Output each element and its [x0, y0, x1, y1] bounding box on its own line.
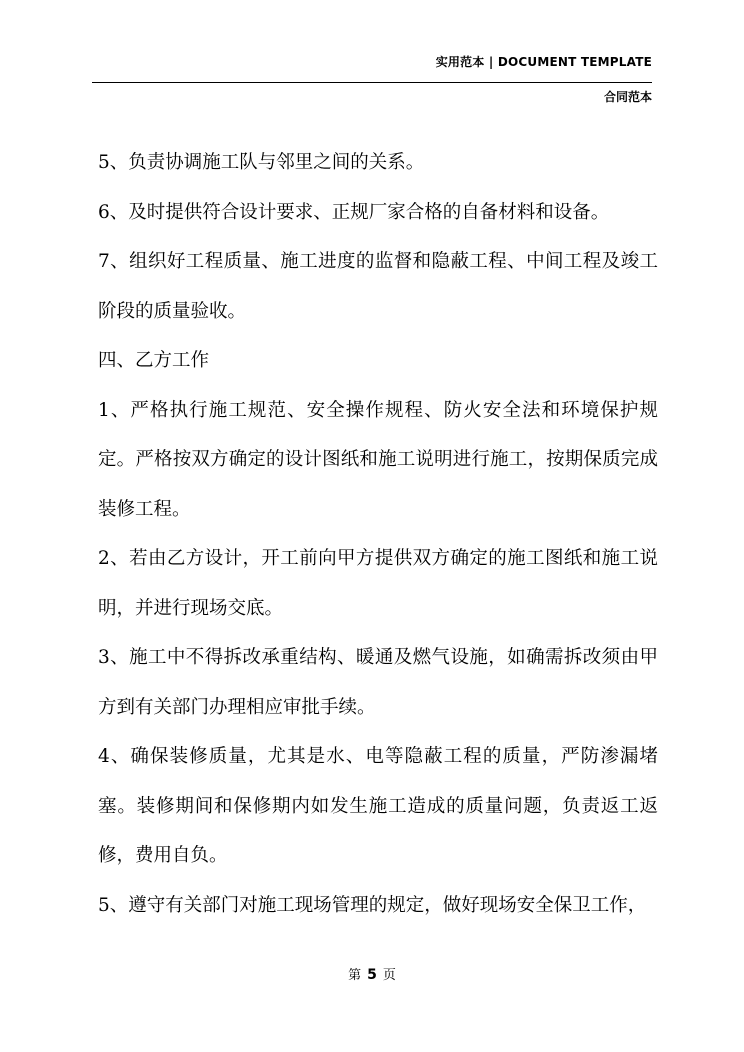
header-subtitle: 合同范本: [603, 90, 652, 104]
paragraph-duty-6: 6、及时提供符合设计要求、正规厂家合格的自备材料和设备。: [98, 201, 610, 223]
header-title: 实用范本 | DOCUMENT TEMPLATE: [435, 55, 652, 69]
paragraph-b-2: 2、若由乙方设计，开工前向甲方提供双方确定的施工图纸和施工说明，并进行现场交底。: [98, 548, 658, 619]
paragraph-b-3: 3、施工中不得拆改承重结构、暖通及燃气设施，如确需拆改须由甲方到有关部门办理相应审批手续。: [98, 647, 658, 718]
paragraph-duty-7: 7、组织好工程质量、施工进度的监督和隐蔽工程、中间工程及竣工阶段的质量验收。: [98, 251, 658, 322]
footer-suffix: 页: [382, 968, 396, 983]
paragraph-b-5: 5、遵守有关部门对施工现场管理的规定，做好现场安全保卫工作，: [98, 894, 647, 916]
page-number: 5: [367, 967, 377, 983]
section-heading-party-b: 四、乙方工作: [98, 350, 210, 371]
paragraph-b-4: 4、确保装修质量，尤其是水、电等隐蔽工程的质量，严防渗漏堵塞。装修期间和保修期内如发生施工造成的质量问题，负责返工返修，费用自负。: [98, 746, 658, 866]
footer-prefix: 第: [348, 968, 362, 983]
header-divider: [92, 82, 652, 83]
paragraph-duty-5: 5、负责协调施工队与邻里之间的关系。: [98, 152, 425, 173]
paragraph-b-1: 1、严格执行施工规范、安全操作规程、防火安全法和环境保护规定。严格按双方确定的设计图纸和施工说明进行施工，按期保质完成装修工程。: [98, 399, 658, 520]
document-body: [98, 138, 658, 930]
page-footer: [0, 964, 744, 983]
